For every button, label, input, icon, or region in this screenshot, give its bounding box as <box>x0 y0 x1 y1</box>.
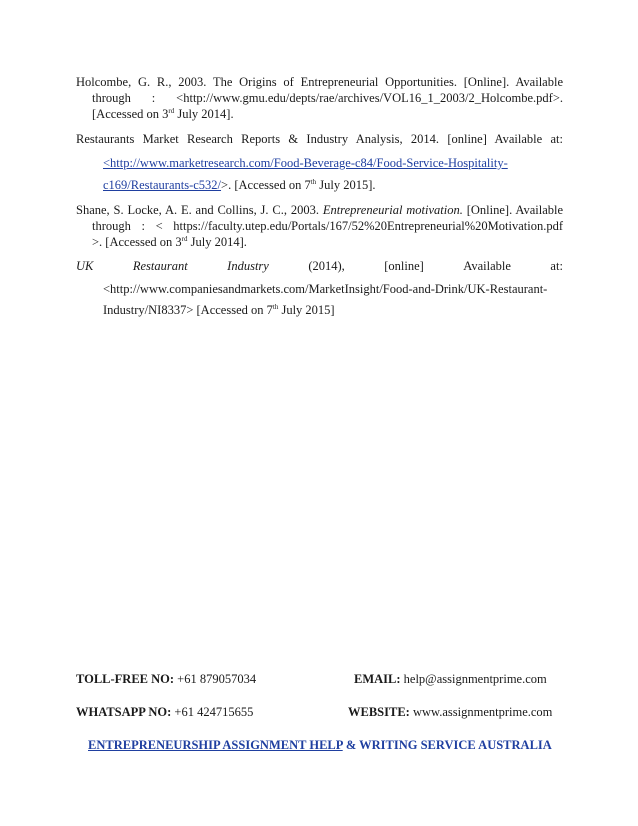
ref-line: Shane, S. Locke, A. E. and Collins, J. C., 2003. Entrepreneurial motivation. [Online]. Available <box>76 203 564 217</box>
website: WEBSITE: www.assignmentprime.com <box>348 705 553 719</box>
reference-uk-access: Industry/NI8337> [Accessed on 7th July 2015] <box>103 302 335 317</box>
reference-holcombe <box>76 74 563 122</box>
email: EMAIL: help@assignmentprime.com <box>354 672 547 686</box>
entrepreneurship-help-link[interactable]: ENTREPRENEURSHIP ASSIGNMENT HELP <box>88 738 343 752</box>
reference-restaurants-title: Restaurants Market Research Reports & Industry Analysis, 2014. [online] Available at: <box>76 132 563 146</box>
market-research-link[interactable]: <http://www.marketresearch.com/Food-Beverage-c84/Food-Service-Hospitality- <box>103 156 508 170</box>
whatsapp: WHATSAPP NO: +61 424715655 <box>76 705 254 719</box>
ref-line: through : <http://www.gmu.edu/depts/rae/archives/VOL16_1_2003/2_Holcombe.pdf>. <box>92 91 563 105</box>
reference-shane <box>76 202 563 250</box>
reference-restaurants-access-line: c169/Restaurants-c532/>. [Accessed on 7th July 2015]. <box>103 177 376 192</box>
footer-tagline: ENTREPRENEURSHIP ASSIGNMENT HELP & WRITING SERVICE AUSTRALIA <box>88 738 552 752</box>
market-research-link-cont[interactable]: c169/Restaurants-c532/ <box>103 178 222 192</box>
reference-restaurants-link-line <box>103 156 508 171</box>
ref-line: Holcombe, G. R., 2003. The Origins of Entrepreneurial Opportunities. [Online]. Available <box>76 75 563 89</box>
ref-line: through : < https://faculty.utep.edu/Portals/167/52%20Entrepreneurial%20Motivation.pdf <box>92 219 563 233</box>
ref-line: [Accessed on 3rd July 2014]. <box>92 106 234 121</box>
reference-uk-url: <http://www.companiesandmarkets.com/MarketInsight/Food-and-Drink/UK-Restaurant- <box>103 282 548 296</box>
tollfree: TOLL-FREE NO: +61 879057034 <box>76 672 257 686</box>
ref-line: >. [Accessed on 3rd July 2014]. <box>92 234 247 249</box>
reference-uk-title: UK Restaurant Industry (2014), [online] Available at: <box>76 259 563 273</box>
